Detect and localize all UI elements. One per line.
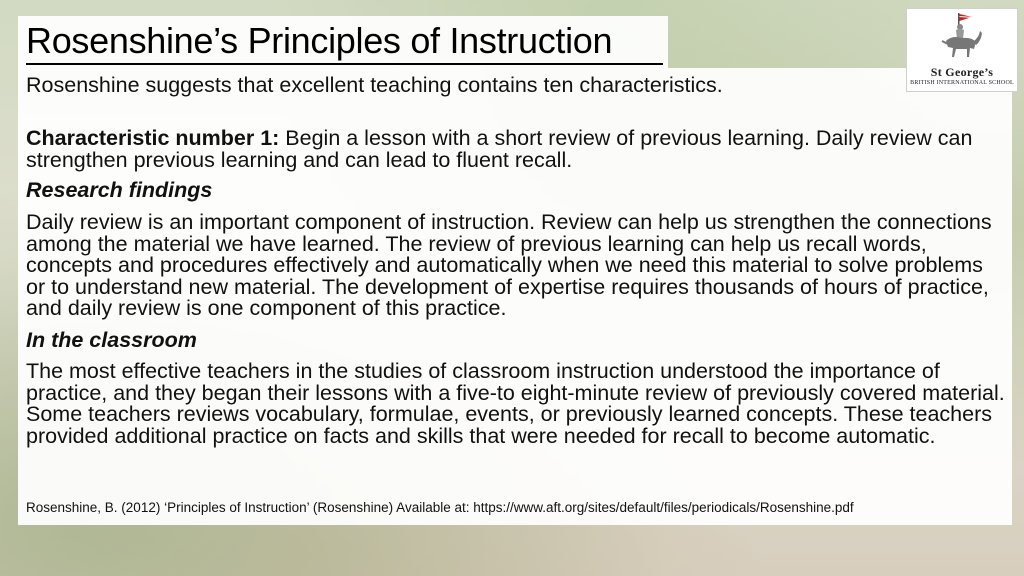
classroom-text: The most effective teachers in the studies of classroom instruction understood the importance of practice, and they began their lessons with a five-to eight-minute review of previously covered material. Some teachers reviews vocabulary, formulae, events, or previously learned concepts. These teachers provided additional practice on facts and skills that were needed for recall to become automatic. xyxy=(26,359,1005,448)
intro-text: Rosenshine suggests that excellent teaching contains ten characteristics. xyxy=(26,73,723,97)
characteristic-paragraph xyxy=(26,128,1006,171)
title-panel xyxy=(18,16,668,68)
characteristic-label: Characteristic number 1: xyxy=(26,126,280,150)
reference-citation: Rosenshine, B. (2012) ‘Principles of Instruction’ (Rosenshine) Available at: https://www.aft.org/sites/default/files/periodicals/Rosenshine.pdf xyxy=(26,500,854,515)
research-heading: Research findings xyxy=(26,178,213,202)
page-title: Rosenshine’s Principles of Instruction xyxy=(26,20,613,61)
research-text: Daily review is an important component of instruction. Review can help us strengthen the connections among the material we have learned. The review of previous learning can help us recall words, concepts and procedures effectively and automatically when we need this material to solve problems or to understand new material. The development of expertise requires thousands of hours of practice, and daily review is one component of this practice. xyxy=(26,210,992,320)
knight-on-horseback-icon xyxy=(936,11,988,63)
logo-school-name: St George’s xyxy=(930,65,994,79)
title-underline xyxy=(26,63,663,65)
characteristic-text: Begin a lesson with a short review of previous learning. Daily review can strengthen previous learning and can lead to fluent recall. xyxy=(26,126,973,172)
classroom-heading: In the classroom xyxy=(26,328,197,352)
school-logo xyxy=(906,8,1018,92)
logo-school-subtitle: BRITISH INTERNATIONAL SCHOOL xyxy=(910,80,1014,86)
